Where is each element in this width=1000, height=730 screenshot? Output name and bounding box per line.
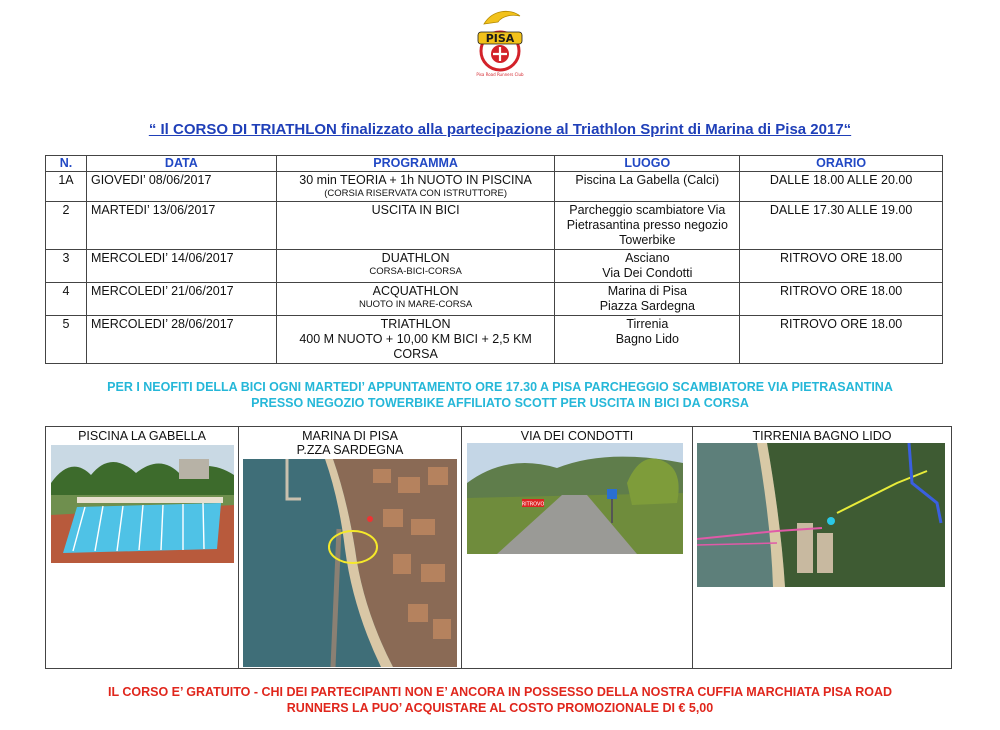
- header-luogo: LUOGO: [555, 156, 740, 172]
- cell-n: 4: [46, 283, 87, 316]
- svg-text:RITROVO: RITROVO: [521, 501, 545, 508]
- info-line: PER I NEOFITI DELLA BICI OGNI MARTEDI’ APPUNTAMENTO ORE 17.30 A PISA PARCHEGGIO SCAMBIATORE VIA PIETRASANTINA: [107, 380, 893, 394]
- photo-caption-line: P.ZZA SARDEGNA: [296, 443, 404, 457]
- programma-text: DUATHLON: [381, 251, 450, 265]
- cell-programma: [276, 283, 555, 316]
- cell-data: MERCOLEDI’ 21/06/2017: [86, 283, 276, 316]
- cell-orario: RITROVO ORE 18.00: [740, 316, 943, 364]
- photo-caption: VIA DEI CONDOTTI: [520, 429, 634, 443]
- footer-notice: [0, 684, 1000, 716]
- pisa-road-runners-logo: [470, 6, 530, 82]
- photo-cell-piscina: [46, 427, 239, 668]
- info-notice: [0, 379, 1000, 411]
- luogo-line: Bagno Lido: [615, 332, 679, 346]
- cell-n: 1A: [46, 172, 87, 202]
- luogo-line: Tirrenia: [626, 317, 669, 331]
- swimming-pool-photo-icon: [51, 445, 234, 563]
- page-title: “ Il CORSO DI TRIATHLON finalizzato alla partecipazione al Triathlon Sprint di Marina di Pisa 2017“: [148, 121, 852, 138]
- cell-data: MARTEDI’ 13/06/2017: [86, 202, 276, 250]
- photo-strip: [45, 426, 952, 669]
- table-row: [46, 316, 943, 364]
- programma-note: NUOTO IN MARE-CORSA: [358, 299, 473, 310]
- photo-caption: [239, 427, 461, 457]
- cell-orario: RITROVO ORE 18.00: [740, 250, 943, 283]
- cell-luogo: [555, 172, 740, 202]
- photo-caption: TIRRENIA BAGNO LIDO: [752, 429, 892, 443]
- table-header-row: [46, 156, 943, 172]
- programma-text: TRIATHLON: [380, 317, 451, 331]
- photo-cell-marina: [239, 427, 462, 668]
- cell-orario: DALLE 17.30 ALLE 19.00: [740, 202, 943, 250]
- cell-data: MERCOLEDI’ 28/06/2017: [86, 316, 276, 364]
- programma-text: ACQUATHLON: [372, 284, 459, 298]
- schedule-table: [45, 155, 943, 364]
- photo-cell-tirrenia: [693, 427, 951, 668]
- svg-text:Pisa Road Runners Club: Pisa Road Runners Club: [476, 72, 524, 77]
- programma-line: CORSA: [393, 347, 438, 361]
- footer-line: IL CORSO E’ GRATUITO - CHI DEI PARTECIPANTI NON E’ ANCORA IN POSSESSO DELLA NOSTRA CUFFIA MARCHIATA PISA ROAD: [107, 685, 893, 699]
- header-data: DATA: [86, 156, 276, 172]
- cell-n: 2: [46, 202, 87, 250]
- programma-note: CORSA-BICI-CORSA: [369, 266, 462, 277]
- cell-luogo: [555, 316, 740, 364]
- luogo-line: Marina di Pisa: [607, 284, 687, 298]
- programma-note: (CORSIA RISERVATA CON ISTRUTTORE): [324, 188, 507, 199]
- cell-luogo: [555, 250, 740, 283]
- luogo-line: Towerbike: [619, 233, 676, 247]
- cell-orario: DALLE 18.00 ALLE 20.00: [740, 172, 943, 202]
- table-row: [46, 283, 943, 316]
- footer-line: RUNNERS LA PUO’ ACQUISTARE AL COSTO PROMOZIONALE DI € 5,00: [286, 701, 714, 715]
- programma-text: 30 min TEORIA + 1h NUOTO IN PISCINA: [299, 173, 532, 187]
- info-line: PRESSO NEGOZIO TOWERBIKE AFFILIATO SCOTT PER USCITA IN BICI DA CORSA: [251, 396, 749, 410]
- cell-data: GIOVEDI’ 08/06/2017: [86, 172, 276, 202]
- programma-line: 400 M NUOTO + 10,00 KM BICI + 2,5 KM: [299, 332, 532, 346]
- header-n: N.: [46, 156, 87, 172]
- aerial-route-map-photo-icon: [697, 443, 945, 587]
- cell-programma: [276, 172, 555, 202]
- cell-programma: [276, 202, 555, 250]
- table-row: [46, 172, 943, 202]
- luogo-line: Piscina La Gabella (Calci): [575, 173, 720, 187]
- header-orario: ORARIO: [740, 156, 943, 172]
- photo-caption: PISCINA LA GABELLA: [78, 429, 206, 443]
- header-programma: PROGRAMMA: [276, 156, 555, 172]
- cell-data: MERCOLEDI’ 14/06/2017: [86, 250, 276, 283]
- table-row: [46, 202, 943, 250]
- photo-cell-condotti: [462, 427, 693, 668]
- cell-programma: [276, 316, 555, 364]
- cell-luogo: [555, 202, 740, 250]
- photo-caption-line: MARINA DI PISA: [302, 429, 398, 443]
- country-road-photo-icon: [467, 443, 683, 554]
- programma-text: USCITA IN BICI: [371, 203, 460, 217]
- luogo-line: Parcheggio scambiatore Via: [569, 203, 726, 217]
- luogo-line: Asciano: [625, 251, 670, 265]
- svg-text:PISA: PISA: [485, 32, 515, 45]
- cell-n: 3: [46, 250, 87, 283]
- luogo-line: Via Dei Condotti: [602, 266, 693, 280]
- satellite-map-photo-icon: [243, 459, 457, 667]
- cell-orario: RITROVO ORE 18.00: [740, 283, 943, 316]
- cell-n: 5: [46, 316, 87, 364]
- luogo-line: Pietrasantina presso negozio: [566, 218, 728, 232]
- table-row: [46, 250, 943, 283]
- cell-luogo: [555, 283, 740, 316]
- luogo-line: Piazza Sardegna: [599, 299, 695, 313]
- cell-programma: [276, 250, 555, 283]
